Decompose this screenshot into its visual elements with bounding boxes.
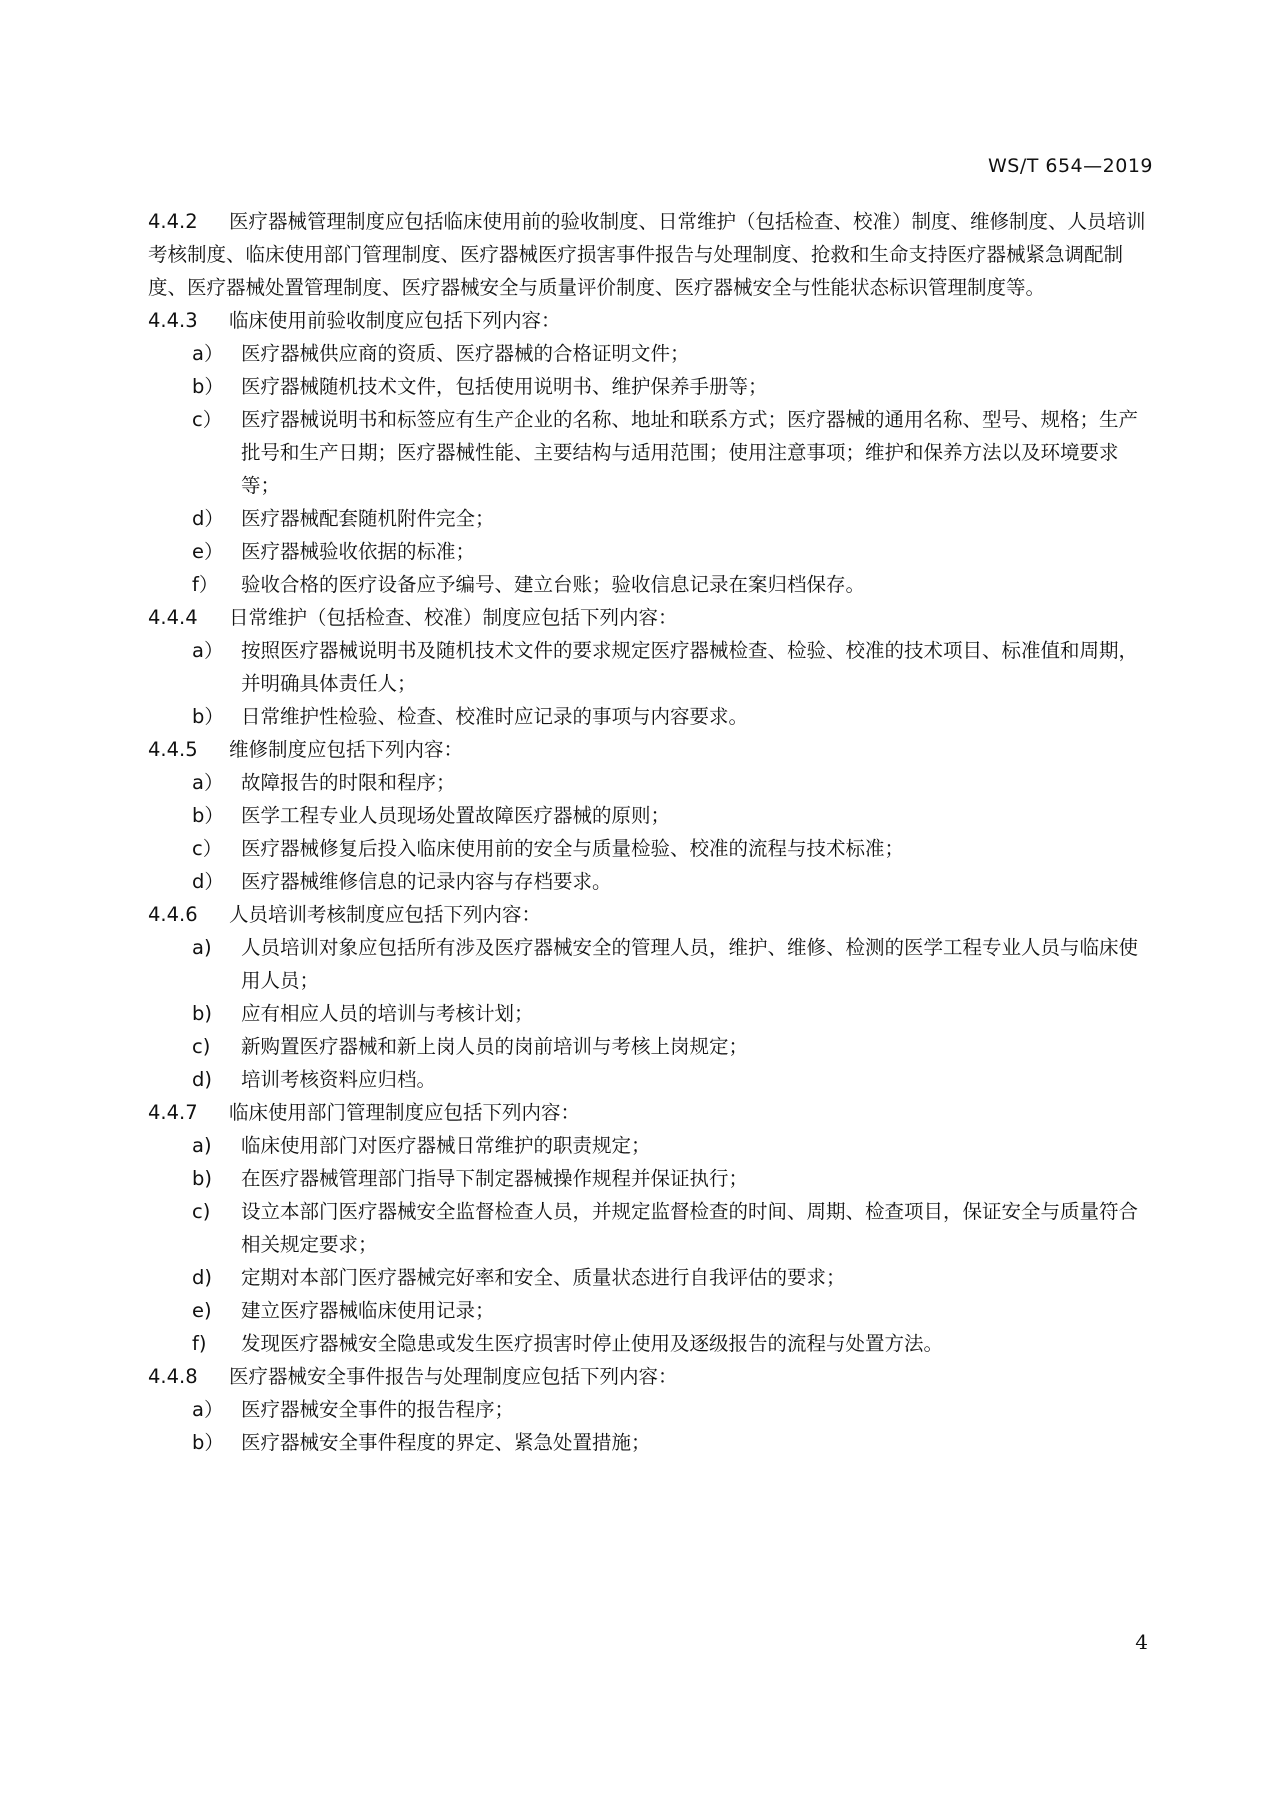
list-item-label: c） bbox=[192, 837, 223, 860]
list-item-text: 故障报告的时限和程序； bbox=[241, 771, 456, 794]
list-item-text: 验收合格的医疗设备应予编号、建立台账；验收信息记录在案归档保存。 bbox=[241, 573, 866, 596]
list-item-text: 医疗器械说明书和标签应有生产企业的名称、地址和联系方式；医疗器械的通用名称、型号、规格；生产批号和生产日期；医疗器械性能、主要结构与适用范围；使用注意事项；维护和保养方法以及环境要求等； bbox=[241, 408, 1139, 497]
list-item bbox=[148, 1030, 1146, 1063]
list-item-label: b) bbox=[192, 1167, 212, 1190]
list-item-text: 医疗器械安全事件的报告程序； bbox=[241, 1398, 515, 1421]
list-item-text: 医疗器械配套随机附件完全； bbox=[241, 507, 495, 530]
standard-number: WS/T 654—2019 bbox=[987, 155, 1153, 177]
list-item bbox=[148, 370, 1146, 403]
list-item bbox=[148, 997, 1146, 1030]
list-item-label: d) bbox=[192, 1266, 212, 1289]
list-item bbox=[148, 634, 1146, 700]
list-item-label: a） bbox=[192, 771, 224, 794]
list-item-label: e) bbox=[192, 1299, 212, 1322]
list-item-text: 医疗器械安全事件程度的界定、紧急处置措施； bbox=[241, 1431, 651, 1454]
list-item bbox=[148, 568, 1146, 601]
list-item-label: a） bbox=[192, 639, 224, 662]
list-item-label: b) bbox=[192, 1002, 212, 1025]
list-item-text: 按照医疗器械说明书及随机技术文件的要求规定医疗器械检查、检验、校准的技术项目、标准值和周期，并明确具体责任人； bbox=[241, 639, 1139, 695]
list-item-label: c) bbox=[192, 1035, 211, 1058]
clause-4-4-8 bbox=[148, 1360, 1146, 1393]
clause-4-4-5 bbox=[148, 733, 1146, 766]
clause-text: 医疗器械安全事件报告与处理制度应包括下列内容： bbox=[229, 1365, 678, 1388]
clause-number: 4.4.2 bbox=[148, 210, 198, 233]
list-item-label: b） bbox=[192, 705, 224, 728]
list-item bbox=[148, 1162, 1146, 1195]
clause-text: 临床使用部门管理制度应包括下列内容： bbox=[229, 1101, 581, 1124]
document-body bbox=[148, 205, 1146, 1459]
clause-4-4-6 bbox=[148, 898, 1146, 931]
list-item-label: f） bbox=[192, 573, 219, 596]
list-item-label: d) bbox=[192, 1068, 212, 1091]
list-item bbox=[148, 700, 1146, 733]
list-item bbox=[148, 1294, 1146, 1327]
list-item-label: a） bbox=[192, 342, 224, 365]
list-item bbox=[148, 337, 1146, 370]
list-item-label: b） bbox=[192, 1431, 224, 1454]
list-item-text: 日常维护性检验、检查、校准时应记录的事项与内容要求。 bbox=[241, 705, 749, 728]
list-item-text: 培训考核资料应归档。 bbox=[241, 1068, 437, 1091]
page-number: 4 bbox=[1135, 1630, 1148, 1654]
list-item bbox=[148, 502, 1146, 535]
list-item bbox=[148, 766, 1146, 799]
list-item-label: b） bbox=[192, 375, 224, 398]
clause-text: 医疗器械管理制度应包括临床使用前的验收制度、日常维护（包括检查、校准）制度、维修制度、人员培训考核制度、临床使用部门管理制度、医疗器械医疗损害事件报告与处理制度、抢救和生命支持医疗器械紧急调配制度、医疗器械处置管理制度、医疗器械安全与质量评价制度、医疗器械安全与性能状态标识管理制度等。 bbox=[148, 210, 1146, 299]
clause-number: 4.4.5 bbox=[148, 738, 198, 761]
list-item-label: a) bbox=[192, 936, 212, 959]
list-item-text: 医疗器械供应商的资质、医疗器械的合格证明文件； bbox=[241, 342, 690, 365]
list-item-text: 医疗器械维修信息的记录内容与存档要求。 bbox=[241, 870, 612, 893]
list-item bbox=[148, 403, 1146, 502]
list-item bbox=[148, 1129, 1146, 1162]
list-item-text: 应有相应人员的培训与考核计划； bbox=[241, 1002, 534, 1025]
list-item-label: f) bbox=[192, 1332, 207, 1355]
list-item-text: 发现医疗器械安全隐患或发生医疗损害时停止使用及逐级报告的流程与处置方法。 bbox=[241, 1332, 944, 1355]
list-item-text: 在医疗器械管理部门指导下制定器械操作规程并保证执行； bbox=[241, 1167, 749, 1190]
list-item-text: 医疗器械验收依据的标准； bbox=[241, 540, 476, 563]
list-item-text: 医疗器械随机技术文件，包括使用说明书、维护保养手册等； bbox=[241, 375, 768, 398]
list-item-label: a） bbox=[192, 1398, 224, 1421]
list-item bbox=[148, 865, 1146, 898]
list-item-text: 定期对本部门医疗器械完好率和安全、质量状态进行自我评估的要求； bbox=[241, 1266, 846, 1289]
list-item bbox=[148, 799, 1146, 832]
clause-number: 4.4.4 bbox=[148, 606, 198, 629]
list-item-label: c) bbox=[192, 1200, 211, 1223]
clause-text: 人员培训考核制度应包括下列内容： bbox=[229, 903, 542, 926]
list-item-text: 设立本部门医疗器械安全监督检查人员，并规定监督检查的时间、周期、检查项目，保证安全与质量符合相关规定要求； bbox=[241, 1200, 1139, 1256]
clause-number: 4.4.7 bbox=[148, 1101, 198, 1124]
clause-text: 临床使用前验收制度应包括下列内容： bbox=[229, 309, 561, 332]
clause-number: 4.4.3 bbox=[148, 309, 198, 332]
list-item bbox=[148, 1393, 1146, 1426]
list-item-text: 人员培训对象应包括所有涉及医疗器械安全的管理人员，维护、维修、检测的医学工程专业人员与临床使用人员； bbox=[241, 936, 1139, 992]
clause-text: 维修制度应包括下列内容： bbox=[229, 738, 464, 761]
list-item bbox=[148, 931, 1146, 997]
list-item-text: 医疗器械修复后投入临床使用前的安全与质量检验、校准的流程与技术标准； bbox=[241, 837, 905, 860]
list-item-text: 建立医疗器械临床使用记录； bbox=[241, 1299, 495, 1322]
list-item bbox=[148, 1426, 1146, 1459]
clause-4-4-2 bbox=[148, 205, 1146, 304]
list-item-label: e） bbox=[192, 540, 224, 563]
clause-number: 4.4.6 bbox=[148, 903, 198, 926]
list-item-label: c） bbox=[192, 408, 223, 431]
list-item bbox=[148, 832, 1146, 865]
clause-4-4-4 bbox=[148, 601, 1146, 634]
list-item-text: 医学工程专业人员现场处置故障医疗器械的原则； bbox=[241, 804, 671, 827]
clause-4-4-7 bbox=[148, 1096, 1146, 1129]
list-item bbox=[148, 1261, 1146, 1294]
list-item-label: d） bbox=[192, 870, 224, 893]
list-item bbox=[148, 1327, 1146, 1360]
clause-4-4-3 bbox=[148, 304, 1146, 337]
clause-number: 4.4.8 bbox=[148, 1365, 198, 1388]
list-item bbox=[148, 1195, 1146, 1261]
list-item-text: 新购置医疗器械和新上岗人员的岗前培训与考核上岗规定； bbox=[241, 1035, 749, 1058]
list-item bbox=[148, 535, 1146, 568]
list-item-label: b） bbox=[192, 804, 224, 827]
list-item-label: d） bbox=[192, 507, 224, 530]
clause-text: 日常维护（包括检查、校准）制度应包括下列内容： bbox=[229, 606, 678, 629]
list-item-label: a) bbox=[192, 1134, 212, 1157]
list-item bbox=[148, 1063, 1146, 1096]
list-item-text: 临床使用部门对医疗器械日常维护的职责规定； bbox=[241, 1134, 651, 1157]
